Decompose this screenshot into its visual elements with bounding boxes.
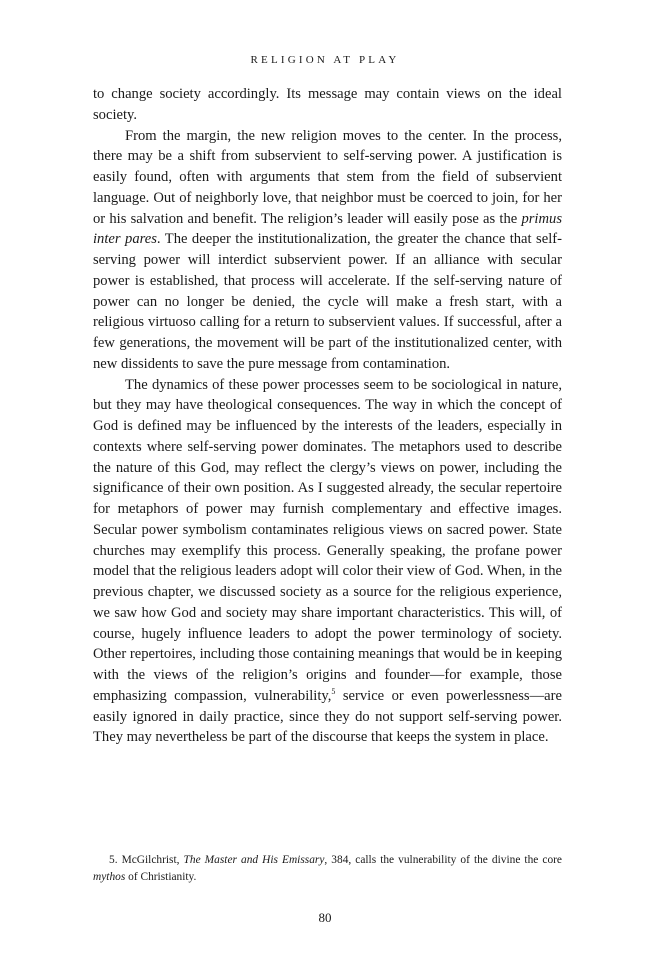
footnote-text [93,852,562,885]
paragraph-2-italic-term: primus inter pares [93,210,562,248]
footnote-author: McGilchrist, [121,854,180,866]
footnote-book-title: The Master and His Emissary [183,854,325,866]
paragraph-2-text-a: From the margin, the new religion moves to the center. In the process, there may be a shift from subservient to self-serving power. A justification is easily found, often with arguments that stem from the field of subservient language. Out of neighborly love, that neighbor must be coerced to join, for her or his salvation and benefit. The religion’s leader will easily pose as the [93,127,562,227]
footnote-reference: 5 [331,686,336,696]
paragraph-3-text-b: service or even powerlessness—are easily ignored in daily practice, since they do not support self-serving power. They may nevertheless be part of the discourse that keeps the system in place. [93,687,562,746]
paragraph-2 [93,126,562,375]
running-head: RELIGION AT PLAY [250,54,400,66]
footnote [93,852,562,885]
footnote-middle: , 384, calls the vulnerability of the divine the core [324,854,562,866]
page-number: 80 [318,910,332,925]
body-text [93,84,562,748]
paragraph-1: to change society accordingly. Its message may contain views on the ideal society. [93,86,562,123]
footnote-end: of Christianity. [125,870,197,883]
footnote-term: mythos [93,870,126,883]
paragraph-3-text-a: The dynamics of these power processes seem to be sociological in nature, but they may have theological consequences. The way in which the concept of God is defined may be influenced by the interests of the leaders, especially in contexts where self-serving power dominates. The metaphors used to describe the nature of this God, may reflect the clergy’s views on power, including the significance of their own position. As I suggested already, the secular repertoire for metaphors of power may furnish complementary and effective images. Secular power symbolism contaminates religious views on sacred power. State churches may exemplify this process. Generally speaking, the profane power model that the religious leaders adopt will color their view of God. When, in the previous chapter, we discussed society as a source for the religious experience, we saw how God and society may share important characteristics. This will, of course, hugely influence leaders to adopt the power terminology of society. Other repertoires, including those containing meanings that would be in keeping with the views of the religion’s origins and founder—for example, those emphasizing compassion, vulnerability, [93,376,562,704]
footnote-number: 5. [109,854,118,866]
paragraph-2-text-b: . The deeper the institutionalization, the greater the chance that self-serving power will interdict subservient power. If an alliance with secular power is established, that process will accelerate. If the self-serving nature of power can no longer be denied, the cycle will make a fresh start, with a religious virtuoso calling for a return to subservient values. If successful, after a few generations, the movement will be part of the institutionalized center, with new dissidents to save the pure message from contamination. [93,231,562,372]
paragraph-3 [93,375,562,749]
